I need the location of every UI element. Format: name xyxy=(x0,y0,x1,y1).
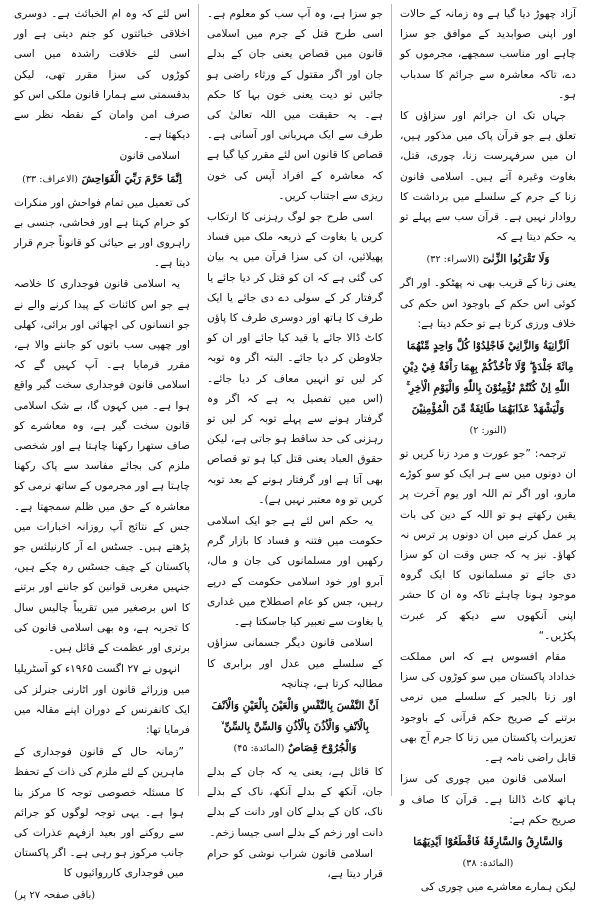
paragraph: آزاد چھوڑ دیا گیا ہے وہ زمانہ کے حالات اور اپنی صوابدید کے موافق جو سزا چاہے اور مناسب سمجھے، مجرموں کو دے، تاکہ معاشرہ سے جرائم کا سدباب ہو۔ xyxy=(400,8,576,101)
paragraph: جہاں تک ان جرائم اور سزاؤں کا تعلق ہے جو قرآن پاک میں مذکور ہیں، ان میں سرفہرست زنا، چوری، قتل، بغاوت وغیرہ آتے ہیں۔ اسلامی قانون زنا کے جرم کے سلسلے میں برداشت کا روادار نہیں ہے۔ قرآن سب سے پہلے تو یہ حکم دیتا ہے کہ xyxy=(400,110,576,244)
paragraph: یہ اسلامی قانون فوجداری کا خلاصہ ہے جو اس کائنات کے پیدا کرنے والے نے جو انسانوں کی اچھائی اور برائی، کھلی اور چھپی سب باتوں کو جاننے والا ہے، مقرر فرمایا ہے۔ آپ کہیں گے کہ اسلامی قانون فوجداری سخت گیر واقع ہوا ہے۔ میں کہوں گا، بے شک اسلامی قانون سخت گیر ہے، وہ معاشرے کو صاف ستھرا رکھنا چاہتا ہے اور شخصی ملزم کی بجائے مفاسد سے پاک رکھنا چاہتا ہے اور مجرموں کے ساتھ نرمی کو معاشرہ کے حق میں ظلم سمجھتا ہے۔ جس کے نتائج آپ روزانہ اخبارات میں پڑھتے ہیں۔ جسٹس اے آر کارنیلئس جو پاکستان کے چیف جسٹس رہ چکے ہیں، جنہیں مغربی قوانین کو جاننے اور برتنے کا اس برصغیر میں تقریباً چالیس سال کا تجربہ ہے، وہ بھی اسلامی قانون کی برتری اور عظمت کے قائل ہیں۔ xyxy=(14,278,190,655)
paragraph: انہوں نے ۲۷ اگست ۱۹۶۵ء کو آسٹریلیا میں وزرائے قانون اور اٹارنی جنرلز کی ایک کانفرنس کے دوران اپنے مقالہ میں فرمایا تھا: xyxy=(14,663,190,736)
quran-verse xyxy=(400,832,576,874)
paragraph: لیکن ہمارے معاشرے میں چوری کی xyxy=(420,880,576,893)
continuation-note: (باقی صفحہ ۲۷ پر) xyxy=(14,889,96,901)
quran-verse xyxy=(207,696,383,759)
paragraph: اسلامی قانون میں چوری کی سزا ہاتھ کاٹ ڈالنا ہے۔ قرآن کا صاف و صریح حکم ہے: xyxy=(400,773,576,826)
verse-reference: (الاسراء: ۳۲) xyxy=(426,254,480,266)
verse-reference: (الاعراف: ۳۳) xyxy=(22,173,79,185)
paragraph: اسی طرح جو لوگ رہزنی کا ارتکاب کریں یا بغاوت کے ذریعہ ملک میں فساد پھیلائیں، ان کی سزا قرآن میں یہ بیان کی گئی ہے کہ ان کو قتل کر دیا جائے یا گرفتار کر کے سولی دے دی جائے یا ایک طرف کا ہاتھ اور دوسری طرف کا پاؤں کاٹ ڈالا جائے یا قید کیا جائے اور ان کو جلاوطن کر دیا جائے۔ البتہ اگر وہ توبہ کر لیں تو انہیں معاف کر دیا جائے۔ (اس میں تفصیل یہ ہے کہ اگر وہ گرفتار ہونے سے پہلے توبہ کر لیں تو رہزنی کی حد ساقط ہو جاتی ہے، لیکن حقوق العباد یعنی قتل کیا ہو تو قصاص بھی آتا ہے اور گرفتار ہونے کے بعد توبہ کریں تو وہ معتبر نہیں ہے)۔ xyxy=(207,211,383,506)
verse-text: اِنَّمَا حَرَّمَ رَبِّيَ الْفَوَاحِشَ xyxy=(81,172,182,185)
column-right xyxy=(392,4,584,893)
quran-verse xyxy=(14,169,190,190)
quoted-passage: ”زمانہ حال کے قانون فوجداری کے ماہرین کے لئے ملزم کی ذات کے تحفظ کا مسئلہ خصوصی توجہ کا مرکز بنا ہوا ہے۔ یہی توجہ لوگوں کو جرائم سے روکنے اور بعید ازفہم عذرات کی جانب مرکوز ہو رہی ہے۔ اگر پاکستان میں فوجداری کارروائیوں کا xyxy=(14,746,184,880)
verse-text: اَنَّ النَّفْسَ بِالنَّفْسِ وَالْعَيْنَ بِالْعَيْنِ وَالْاَنْفَ بِالْاَنْفِ وَالْاُذُنَ بِالْاُذُنِ وَالسِّنَّ بِالسِّنِّ ۙ وَالْجُرُوْحَ قِصَاصٌ xyxy=(211,699,379,754)
paragraph: یہ حکم اس لئے ہے جو ایک اسلامی حکومت میں فتنہ و فساد کا بازار گرم رکھیں اور مسلمانوں کی جان و مال، آبرو اور خود اسلامی حکومت کے درپے رہیں، جس کو عام اصطلاح میں غداری یا بغاوت سے تعبیر کیا جاسکتا ہے۔ xyxy=(207,515,383,629)
verse-reference: (النور: ۲) xyxy=(469,425,507,437)
verse-text: اَلزَّانِيَةُ وَالزَّانِيْ فَاجْلِدُوْا كُلَّ وَاحِدٍ مِّنْهُمَا مِائَةَ جَلْدَةٍ ۖ وَّلَا تَاْخُذْكُمْ بِهِمَا رَاْفَةٌ فِيْ دِيْنِ اللّٰهِ اِنْ كُنْتُمْ تُؤْمِنُوْنَ بِاللّٰهِ وَالْيَوْمِ الْاٰخِرِ ۚ وَلْيَشْهَدْ عَذَابَهُمَا طَائِفَةٌ مِّنَ الْمُؤْمِنِيْنَ xyxy=(402,340,574,416)
verse-text: وَلَا تَقْرَبُوا الزِّنٰىٓ xyxy=(482,253,550,266)
verse-text: وَالسَّارِقُ وَالسَّارِقَةُ فَاقْطَعُوْٓا اَيْدِيَهُمَا xyxy=(413,835,563,848)
column-left xyxy=(6,4,199,901)
paragraph: اسلامی قانون xyxy=(119,150,180,163)
verse-reference: (المائدة: ۴۵) xyxy=(233,742,285,754)
verse-reference: (المائدة: ۳۸) xyxy=(462,857,514,869)
paragraph: کا قائل ہے، یعنی یہ کہ جان کے بدلے جان، آنکھ کے بدلے آنکھ، ناک کے بدلے ناک، کان کے بدلے کان اور دانت کے بدلے دانت اور زخم کے بدلے اسی جیسا زخم۔ xyxy=(207,765,383,839)
paragraph: جو سزا ہے، وہ آپ سب کو معلوم ہے۔ اسی طرح قتل کے جرم میں اسلامی قانون میں قصاص یعنی جان کے بدلے جان اور اگر مقتول کے ورثاء راضی ہو جائیں تو دیت یعنی خون بہا کا حکم ہے۔ یہ حقیقت میں اللہ تعالیٰ کی طرف سے ایک مہربانی اور آسانی ہے۔ قصاص کا قانون اس لئے مقرر کیا گیا ہے کہ معاشرہ کے افراد آپس کی خون ریزی سے اجتناب کریں۔ xyxy=(207,8,383,202)
paragraph: اسلامی قانون شراب نوشی کو حرام قرار دیتا ہے، xyxy=(207,847,383,880)
paragraph: اس لئے کہ وہ ام الخبائث ہے۔ دوسری اخلاقی خباثتوں کو جنم دیتی ہے اور اسی لئے خلافت راشدہ میں اسی کوڑوں کی سزا مقرر تھی، لیکن بدقسمتی سے ہمارا قانون ملکی اس کو صرف امن وامان کے نقطہ نظر سے دیکھتا ہے۔ xyxy=(14,8,190,142)
column-middle xyxy=(199,4,392,880)
paragraph: یعنی زنا کے قریب بھی نہ پھٹکو۔ اور اگر کوئی اس حکم کے باوجود اس حکم کی خلاف ورزی کرتا ہے تو حکم دیتا ہے: xyxy=(400,277,576,330)
paragraph: اسلامی قانون دیگر جسمانی سزاؤں کے سلسلے میں عدل اور برابری کا مطالبہ کرتا ہے، چنانچہ xyxy=(207,637,383,690)
paragraph: ترجمہ: ”جو عورت و مرد زنا کریں تو ان دونوں میں سے ہر ایک کو سو کوڑے مارو، اور اگر تم اللہ اور یوم آخرت پر یقین رکھتے ہو تو اللہ کے دین کی بات پر عمل کرنے میں ان دونوں پر ترس نہ کھاؤ۔ نیز یہ کہ جس وقت ان کو سزا دی جائے تو مسلمانوں کا ایک گروہ موجود ہونا چاہئے تاکہ وہ ان کا حشر اپنی آنکھوں سے دیکھ کر عبرت پکڑیں۔“ xyxy=(400,448,576,642)
quran-verse xyxy=(400,336,576,441)
paragraph: کی تعمیل میں تمام فواحش اور منکرات کو حرام کہتا ہے اور فحاشی، جنسی بے راہروی اور بے حیائی کو قانوناً جرم قرار دیتا ہے۔ xyxy=(14,196,190,270)
quran-verse xyxy=(400,249,576,270)
paragraph: مقام افسوس ہے کہ اس مملکت خداداد پاکستان میں سو کوڑوں کی سزا اور زنا بالجبر کے سلسلے میں نرمی برتنے کے صریح حکم قرآنی کے باوجود تعزیرات پاکستان میں زنا کا جرم آج بھی قابل راضی نامہ ہے۔ xyxy=(400,651,576,765)
